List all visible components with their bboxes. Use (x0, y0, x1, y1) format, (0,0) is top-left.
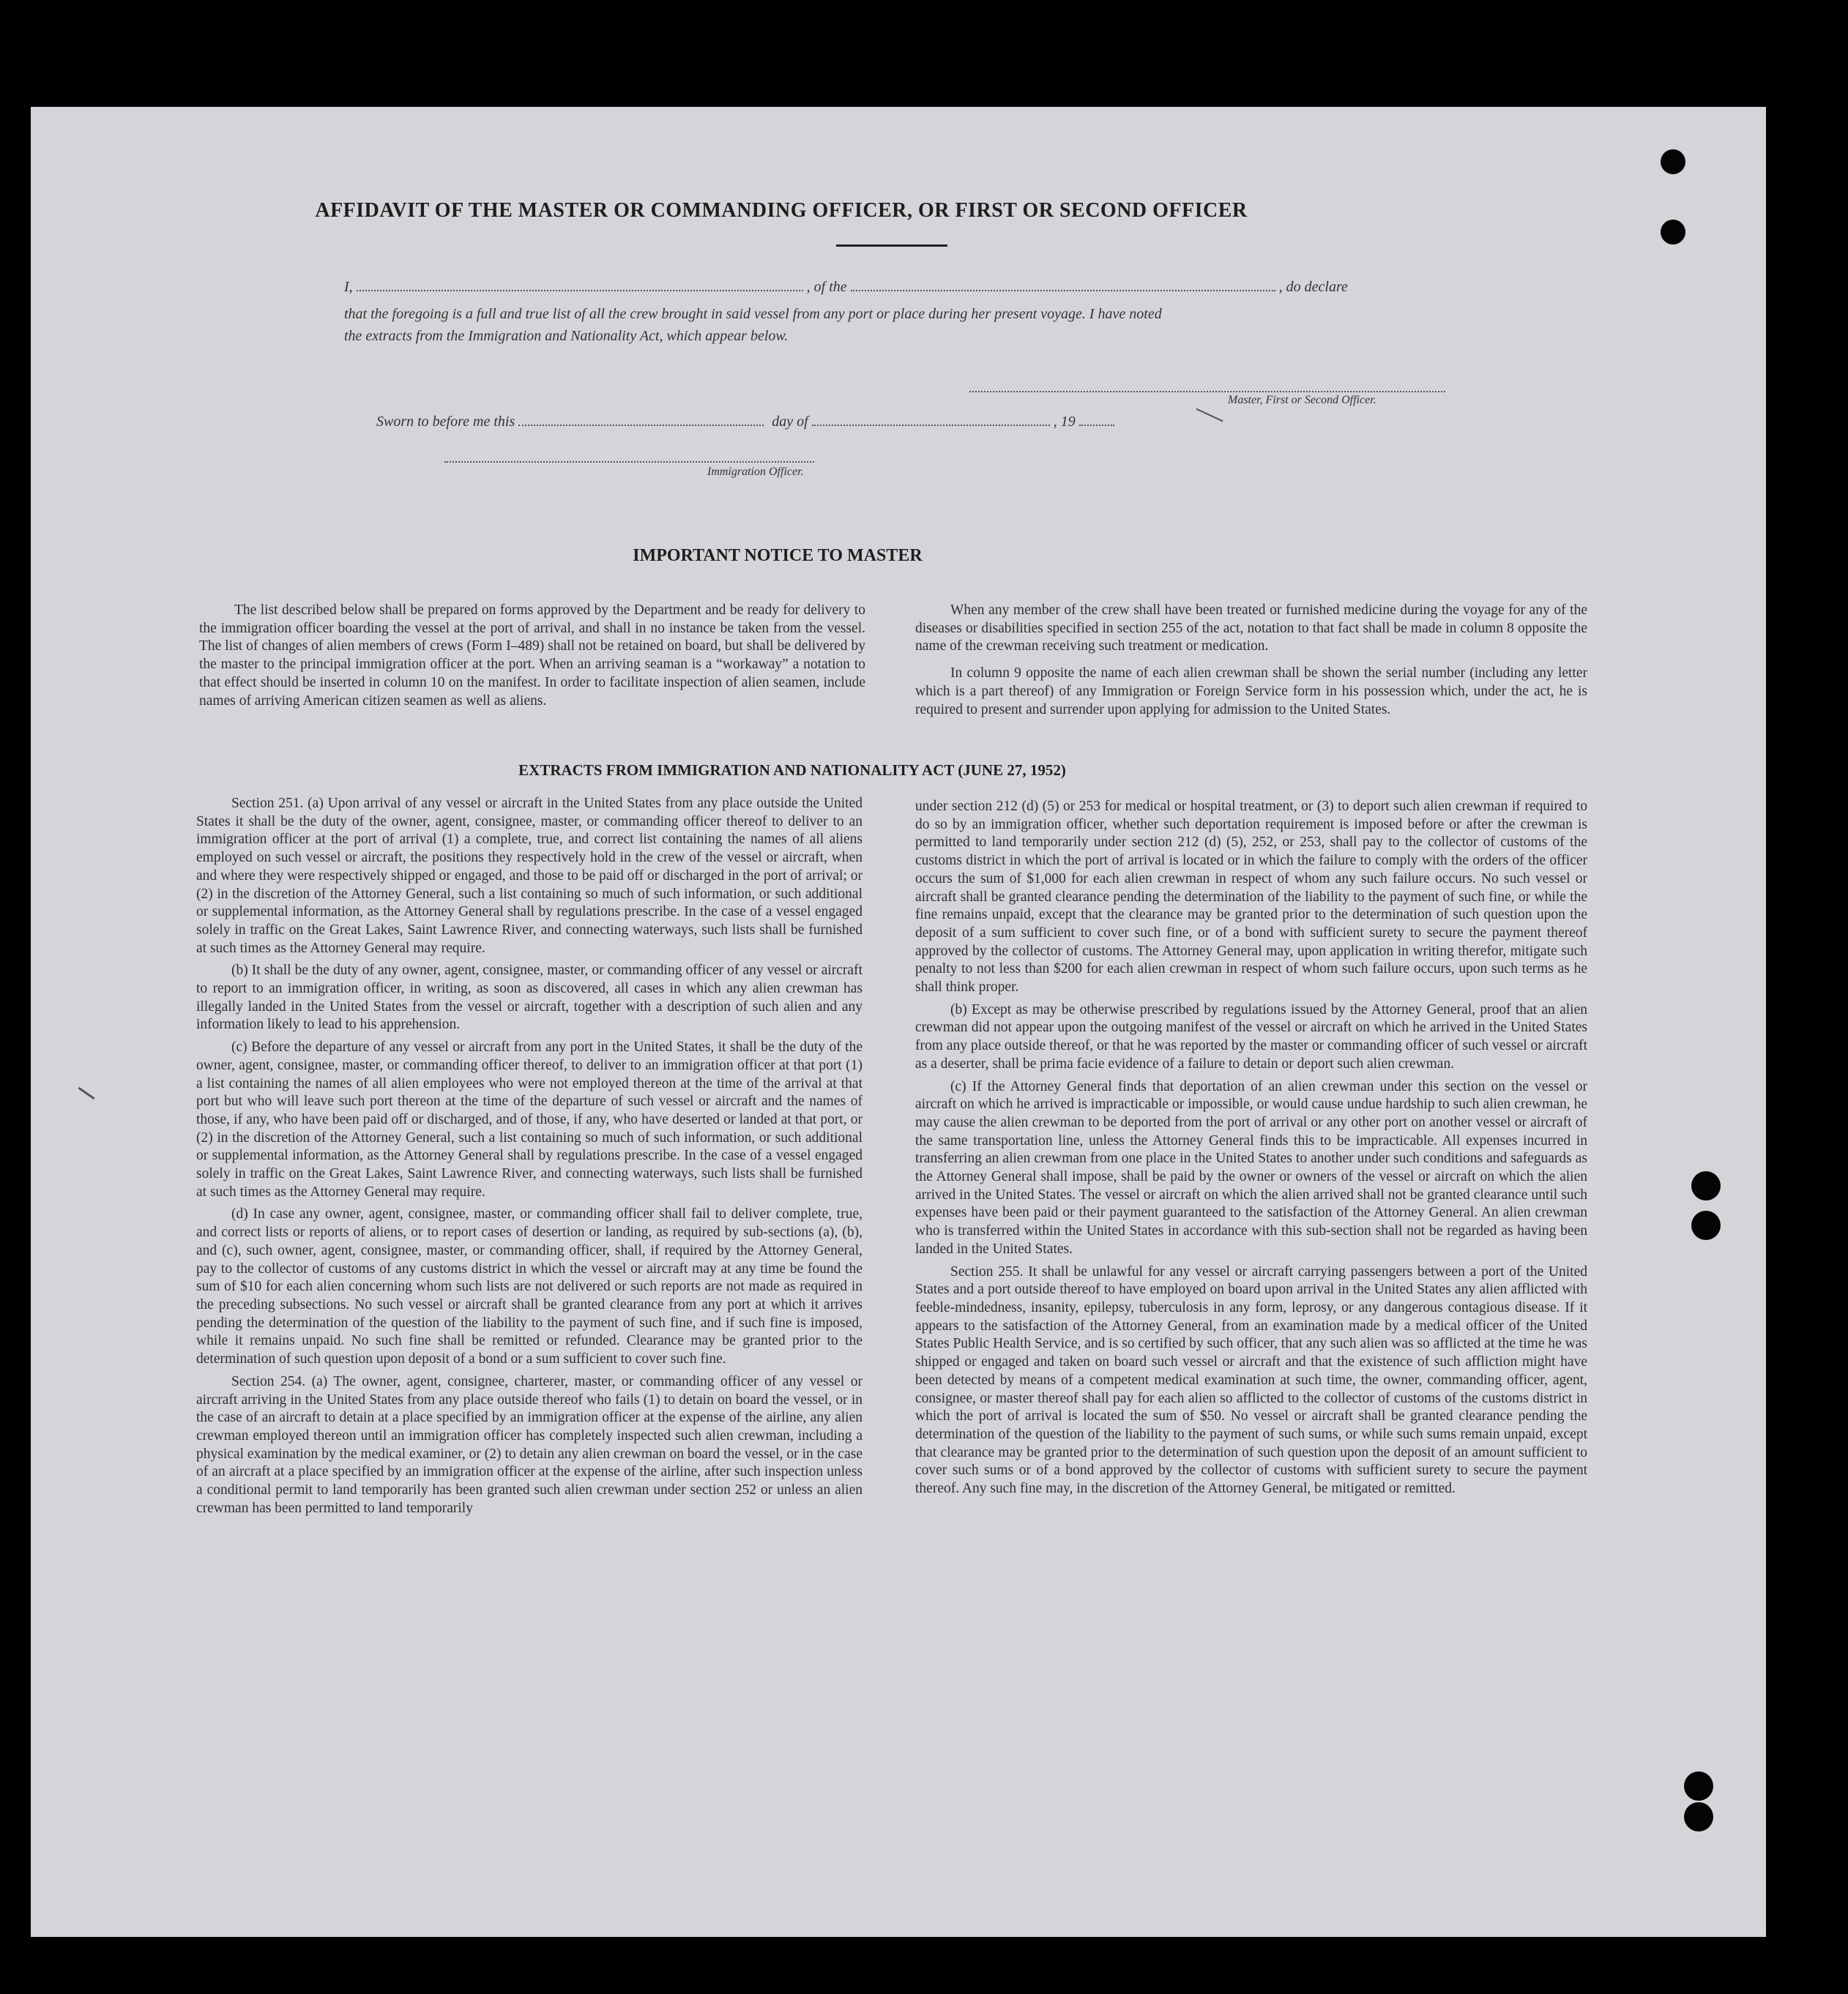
name-blank[interactable] (357, 278, 803, 291)
document-page (31, 107, 1766, 1937)
sworn-day-blank[interactable] (518, 413, 764, 426)
master-caption: Master, First or Second Officer. (1228, 394, 1376, 406)
punch-hole-icon (1661, 149, 1685, 174)
section-251-d: (d) In case any owner, agent, consignee, master, or commanding officer shall fail to deliver complete, true, and correct lists or reports of aliens, or to report cases of desertion or landing, as required by sub-sections (a), (b), and (c), such owner, agent, consignee, master, or commanding officer, shall, if required by the Attorney General, pay to the collector of customs of any customs district in which the vessel or aircraft may at any time be found the sum of $10 for each alien concerning whom such lists are not delivered or such reports are not made as required in the preceding subsections. No such vessel or aircraft shall be granted clearance from any port at which it arrives pending the determination of the question of the liability to the payment of such fine, and if such fine is imposed, while it remains unpaid. No such fine shall be remitted or refunded. Clearance may be granted prior to the determination of such question upon deposit of a bond or a sum sufficient to cover such fine. (196, 1206, 862, 1367)
sworn-year-blank[interactable] (1079, 413, 1114, 426)
vessel-blank[interactable] (851, 278, 1275, 291)
year-label: , 19 (1053, 414, 1076, 430)
section-251-b: (b) It shall be the duty of any owner, agent, consignee, master, or commanding officer of any vessel or aircraft to report to an immigration officer, in writing, as soon as discovered, all cases in which any alien crewman has illegally landed in the United States from the vessel or aircraft, together with a description of such alien and any information likely to lead to his apprehension. (196, 963, 862, 1033)
scan-mark (78, 1087, 94, 1099)
extracts-right-column (915, 798, 1587, 1503)
officer-caption: Immigration Officer. (707, 466, 804, 478)
punch-hole-icon (1684, 1802, 1713, 1831)
section-255: Section 255. It shall be unlawful for any vessel or aircraft carrying passengers between a port of the United States and a port outside thereof to have employed on board upon arrival in the United States any alien afflicted with feeble-mindedness, insanity, epilepsy, tuberculosis in any form, leprosy, or any dangerous contagious disease. If it appears to the satisfaction of the Attorney General, from an examination made by a medical officer of the United States Public Health Service, and is so certified by such officer, that any such alien was so afflicted at the time he was shipped or engaged and taken on board such vessel or aircraft and that the existence of such affliction might have been detected by means of a competent medical examination at such time, the owner, commanding officer, agent, consignee, or master thereof shall pay for each alien so afflicted to the collector of customs of the customs district in which the port of arrival is located the sum of $50. No vessel or aircraft shall be granted clearance pending the determination of the question of the liability to the payment of such sums, or while such sums remain unpaid, except that clearance may be granted prior to the determination of such question upon the deposit of an amount sufficient to cover such sums or of a bond approved by the collector of customs with sufficient surety to secure the payment thereof. Any such fine may, in the discretion of the Attorney General, be mitigated or remitted. (915, 1263, 1587, 1497)
section-254-b: (b) Except as may be otherwise prescribed by regulations issued by the Attorney General, proof that an alien crewman did not appear upon the outgoing manifest of the vessel or aircraft on which he arrived in the United States from any place outside thereof, or that he was reported by the master or commanding officer of such vessel or aircraft as a deserter, shall be prima facie evidence of a failure to detain or deport such alien crewman. (915, 1001, 1587, 1072)
officer-signature-line[interactable] (444, 461, 814, 463)
sworn-month-blank[interactable] (812, 413, 1050, 426)
extracts-left-column (196, 795, 862, 1522)
notice-right-column (915, 602, 1587, 723)
section-254-c: (c) If the Attorney General finds that deportation of an alien crewman under this section on the vessel or aircraft on which he arrived is impracticable or impossible, or would cause undue hardship to such alien crewman, he may cause the alien crewman to be deported from the port of arrival or any other port on another vessel or aircraft of the same transportation line, unless the Attorney General finds this to be impracticable. All expenses incurred in transferring an alien crewman from one place in the United States to another under such conditions and safeguards as the Attorney General shall impose, shall be paid by the owner or owners of the vessel or aircraft on which the alien arrived in the United States. The vessel or aircraft on which the alien arrived shall not be granted clearance until such expenses have been paid or their payment guaranteed to the satisfaction of the Attorney General. An alien crewman who is transferred within the United States in accordance with this sub-section shall not be regarded as having been landed in the United States. (915, 1078, 1587, 1257)
punch-hole-icon (1691, 1171, 1721, 1200)
sworn-row (376, 413, 1114, 430)
extracts-title: EXTRACTS FROM IMMIGRATION AND NATIONALITY ACT (JUNE 27, 1952) (518, 761, 1066, 779)
punch-hole-icon (1684, 1771, 1713, 1801)
of-the-label: , of the (806, 279, 847, 295)
section-251-a: Section 251. (a) Upon arrival of any vessel or aircraft in the United States from any place outside the United States it shall be the duty of the owner, agent, consignee, master, or commanding officer thereof to deliver to an immigration officer at the port of arrival (1) a complete, true, and correct list containing the names of all aliens employed on such vessel or aircraft, the positions they respectively hold in the crew of the vessel or aircraft, when and where they were respectively shipped or engaged, and those to be paid off or discharged in the port of arrival; or (2) in the discretion of the Attorney General, such a list containing so much of such information, or such additional or supplemental information, as the Attorney General shall by regulations prescribe. In the case of a vessel engaged solely in traffic on the Great Lakes, Saint Lawrence River, and connecting waterways, such lists shall be furnished at such times as the Attorney General may require. (196, 796, 862, 956)
scan-mark (1196, 408, 1223, 422)
day-of-label: day of (772, 414, 808, 430)
section-251-c: (c) Before the departure of any vessel or aircraft from any port in the United States, it shall be the duty of the owner, agent, consignee, master, or commanding officer thereof, to deliver to an immigration officer at that port (1) a list containing the names of all alien employees who were not employed thereon at the time of the arrival at that port but who will leave such port thereon at the time of the departure of such vessel or aircraft and the names of those, if any, who have been paid off or discharged, and of those, if any, who have deserted or landed at that port, or (2) in the discretion of the Attorney General, such a list containing so much of such information, or such additional or supplemental information, as the Attorney General shall by regulations prescribe. In the case of a vessel engaged solely in traffic on the Great Lakes, Saint Lawrence River, and connecting waterways, such lists shall be furnished at such times as the Attorney General may require. (196, 1039, 862, 1200)
declaration-line-1: that the foregoing is a full and true list of all the crew brought in said vessel from any port or place during her present voyage. I have noted (344, 306, 1162, 322)
title-divider (836, 244, 947, 247)
declaration-line-2: the extracts from the Immigration and Nationality Act, which appear below. (344, 328, 789, 344)
sworn-label: Sworn to before me this (376, 414, 515, 430)
do-declare-label: , do declare (1278, 279, 1348, 295)
affidavit-title: AFFIDAVIT OF THE MASTER OR COMMANDING OFFICER, OR FIRST OR SECOND OFFICER (315, 199, 1248, 222)
section-254-a: Section 254. (a) The owner, agent, consignee, charterer, master, or commanding officer of any vessel or aircraft arriving in the United States from any place outside thereof who fails (1) to detain on board the vessel, or in the case of an aircraft to detain at a place specified by an immigration officer at the expense of the airline, any alien crewman employed thereon until an immigration officer has completely inspected such alien crewman, including a physical examination by the medical examiner, or (2) to detain any alien crewman on board the vessel, or in the case of an aircraft at a place specified by an immigration officer at the expense of the airline, after such inspection unless a conditional permit to land temporarily has been granted such alien crewman under section 252 or unless an alien crewman has been permitted to land temporarily (196, 1373, 862, 1516)
punch-hole-icon (1691, 1211, 1721, 1240)
notice-right-paragraph-1: When any member of the crew shall have been treated or furnished medicine during the voyage for any of the diseases or disabilities specified in section 255 of the act, notation to that fact shall be made in column 8 opposite the name of the crewman receiving such treatment or medication. (915, 602, 1587, 654)
declaration-fill-row (344, 278, 1348, 296)
notice-left-paragraph: The list described below shall be prepared on forms approved by the Department and be ready for delivery to the immigration officer boarding the vessel at the port of arrival, and shall in no instance be taken from the vessel. The list of changes of alien members of crews (Form I–489) shall not be retained on board, but shall be delivered by the master to the principal immigration officer at the port. When an arriving seaman is a “workaway” a notation to that effect should be inserted in column 10 on the manifest. In order to facilitate inspection of alien seamen, include names of arriving American citizen seamen as well as aliens. (199, 602, 865, 709)
master-signature-line[interactable] (969, 391, 1445, 392)
i-label: I, (344, 279, 353, 295)
section-254-a-continued: under section 212 (d) (5) or 253 for medical or hospital treatment, or (3) to deport such alien crewman if required to do so by an immigration officer, whether such deportation requirement is imposed before or after the crewman is permitted to land temporarily under section 212 (d) (5), 252, or 253, shall pay to the collector of customs of the customs district in which the port of arrival is located or in which the failure to comply with the orders of the officer occurs the sum of $1,000 for each alien crewman in respect of whom any such failure occurs. No such vessel or aircraft shall be granted clearance pending the determination of the liability to the payment of such fine, or while the fine remains unpaid, except that the clearance may be granted prior to the determination of such question upon the deposit of a sum sufficient to cover such fine, or of a bond with sufficient surety to secure the payment thereof approved by the collector of customs. The Attorney General may, upon application in writing therefor, mitigate such penalty to not less than $200 for each alien crewman in respect of whom such failure occurs, upon such terms as he shall think proper. (915, 799, 1587, 996)
punch-hole-icon (1661, 220, 1685, 244)
notice-right-paragraph-2: In column 9 opposite the name of each alien crewman shall be shown the serial number (including any letter which is a part thereof) of any Immigration or Foreign Service form in his possession which, under the act, he is required to present and surrender upon applying for admission to the United States. (915, 665, 1587, 717)
notice-title: IMPORTANT NOTICE TO MASTER (633, 546, 923, 565)
